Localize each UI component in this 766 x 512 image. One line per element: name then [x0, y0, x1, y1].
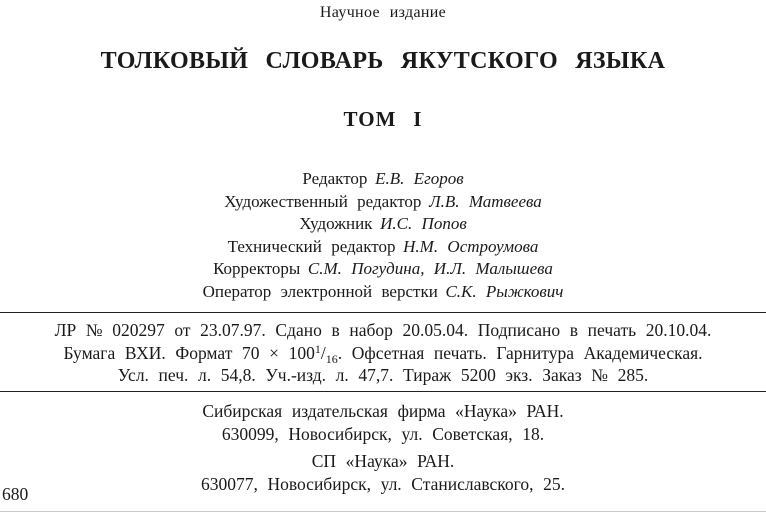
publisher-branch: СП «Наука» РАН. — [311, 450, 455, 471]
staff-name: С.М. Погудина, И.Л. Малышева — [307, 259, 553, 278]
book-title: ТОЛКОВЫЙ СЛОВАРЬ ЯКУТСКОГО ЯЗЫКА — [100, 48, 666, 74]
format-suffix: . Офсетная печать. Гарнитура Академическая. — [337, 342, 703, 363]
imprint-line-license: ЛР № 020297 от 23.07.97. Сдано в набор 20.05.04. Подписано в печать 20.10.04. — [54, 320, 712, 340]
staff-list — [0, 168, 766, 303]
staff-line-art-editor — [0, 191, 766, 214]
publisher-address-2: 630077, Новосибирск, ул. Станиславского, 25. — [200, 473, 566, 494]
format-prefix: Бумага ВХИ. Формат 70 × 100 — [63, 342, 315, 363]
publisher-block — [0, 392, 766, 496]
format-fraction-numerator: 1 — [314, 341, 321, 356]
staff-role: Корректоры — [213, 259, 301, 278]
staff-name: Л.В. Матвеева — [429, 191, 542, 211]
staff-line-correctors — [0, 258, 766, 281]
staff-name: С.К. Рыжкович — [445, 281, 564, 301]
format-fraction-denominator: 16 — [325, 351, 338, 366]
publisher-address-1: 630099, Новосибирск, ул. Советская, 18. — [221, 423, 545, 444]
staff-role: Художественный редактор — [224, 191, 422, 211]
staff-name: Н.М. Остроумова — [403, 236, 539, 256]
format-fraction-slash: / — [320, 342, 326, 363]
staff-line-typesetting-operator — [0, 281, 766, 304]
imprint-line-print-run: Усл. печ. л. 54,8. Уч.-изд. л. 47,7. Тираж 5200 экз. Заказ № 285. — [117, 365, 649, 385]
staff-role: Художник — [299, 214, 373, 233]
imprint-block — [0, 313, 766, 387]
staff-name: И.С. Попов — [380, 214, 467, 233]
staff-line-artist — [0, 213, 766, 236]
edition-note: Научное издание — [319, 4, 447, 21]
staff-role: Технический редактор — [227, 236, 396, 256]
staff-role: Оператор электронной верстки — [202, 281, 438, 301]
page-number: 680 — [2, 484, 29, 504]
imprint-line-format — [0, 342, 766, 365]
staff-line-editor — [0, 168, 766, 191]
volume-label: ТОМ I — [343, 107, 423, 131]
staff-name: Е.В. Егоров — [375, 169, 464, 188]
staff-line-technical-editor — [0, 236, 766, 259]
publisher-firm: Сибирская издательская фирма «Наука» РАН. — [202, 400, 564, 421]
staff-role: Редактор — [302, 169, 368, 188]
